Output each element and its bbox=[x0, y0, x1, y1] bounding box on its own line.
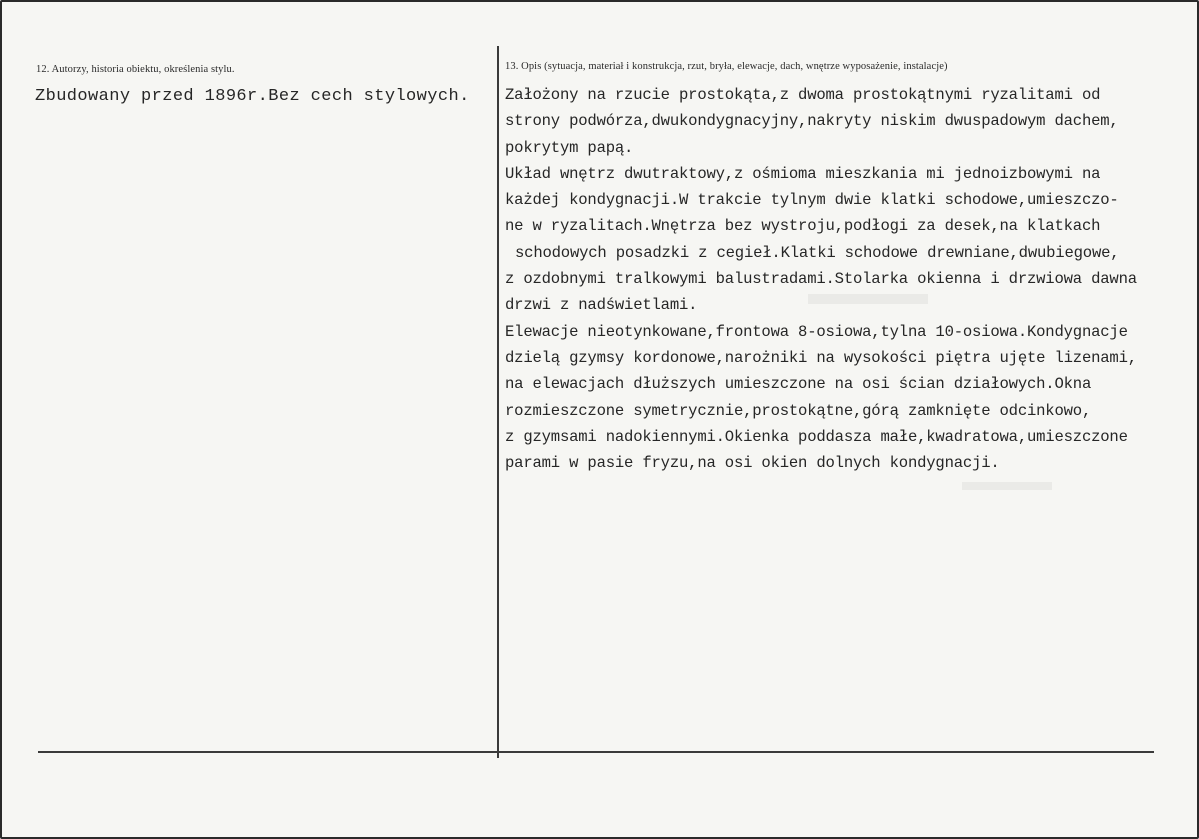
description-line: strony podwórza,dwukondygnacyjny,nakryty niskim dwuspadowym dachem, bbox=[505, 112, 1119, 131]
description-line: pokrytym papą. bbox=[505, 138, 634, 157]
description-line: każdej kondygnacji.W trakcie tylnym dwie klatki schodowe,umieszczo- bbox=[505, 191, 1119, 210]
field-13-label: 13. Opis (sytuacja, materiał i konstrukcja, rzut, bryła, elewacje, dach, wnętrze wyposażenie, instalacje) bbox=[505, 61, 948, 72]
description-line: parami w pasie fryzu,na osi okien dolnych kondygnacji. bbox=[505, 454, 1000, 473]
description-line: na elewacjach dłuższych umieszczone na osi ścian działowych.Okna bbox=[505, 375, 1092, 394]
field-12-label: 12. Autorzy, historia obiektu, określenia stylu. bbox=[36, 64, 235, 75]
description-line: dzielą gzymsy kordonowe,narożniki na wysokości piętra ujęte lizenami, bbox=[505, 348, 1137, 367]
description-line: z ozdobnymi tralkowymi balustradami.Stolarka okienna i drzwiowa dawna bbox=[505, 270, 1137, 289]
description-line: schodowych posadzki z cegieł.Klatki schodowe drewniane,dwubiegowe, bbox=[515, 243, 1120, 262]
description-line: z gzymsami nadokiennymi.Okienka poddasza małe,kwadratowa,umieszczone bbox=[505, 427, 1128, 446]
column-divider bbox=[497, 46, 499, 758]
description-line: Założony na rzucie prostokąta,z dwoma prostokątnymi ryzalitami od bbox=[505, 86, 1101, 104]
description-line: drzwi z nadświetlami. bbox=[505, 296, 698, 315]
paper-stain bbox=[962, 482, 1052, 490]
authors-history-text: Zbudowany przed 1896r.Bez cech stylowych. bbox=[35, 87, 470, 106]
bottom-rule bbox=[38, 751, 1154, 753]
description-line: rozmieszczone symetrycznie,prostokątne,górą zamknięte odcinkowo, bbox=[505, 401, 1092, 420]
description-line: Elewacje nieotynkowane,frontowa 8-osiowa,tylna 10-osiowa.Kondygnacje bbox=[505, 322, 1128, 341]
description-line: ne w ryzalitach.Wnętrza bez wystroju,podłogi za desek,na klatkach bbox=[505, 217, 1101, 236]
description-text bbox=[505, 82, 1137, 476]
description-line: Układ wnętrz dwutraktowy,z ośmioma mieszkania mi jednoizbowymi na bbox=[505, 164, 1101, 183]
